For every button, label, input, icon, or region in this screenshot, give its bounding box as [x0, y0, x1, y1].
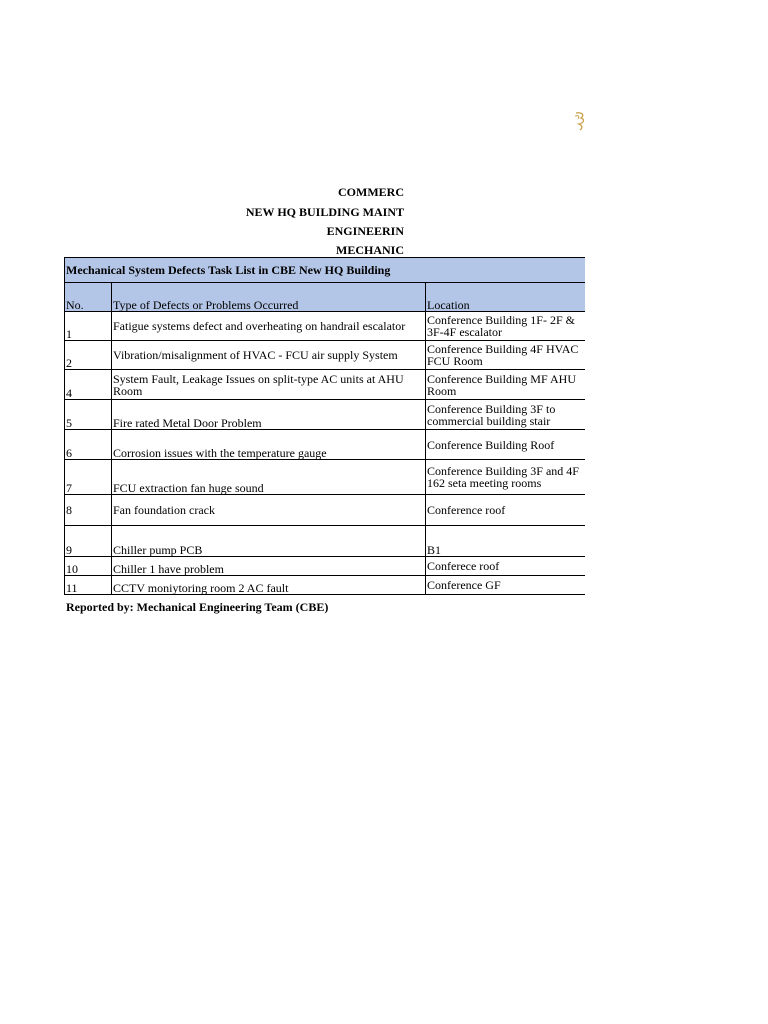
row-type: FCU extraction fan huge sound — [112, 460, 426, 495]
column-header-no: No. — [65, 283, 112, 312]
row-type: Fire rated Metal Door Problem — [112, 400, 426, 430]
header-line-4: MECHANIC — [336, 243, 404, 257]
table-row — [65, 557, 586, 576]
header-line-2: NEW HQ BUILDING MAINT — [245, 205, 404, 219]
row-location: Conference roof — [426, 495, 586, 526]
row-no: 10 — [65, 557, 112, 576]
row-no: 11 — [65, 576, 112, 595]
row-location: B1 — [426, 526, 586, 557]
row-no: 6 — [65, 430, 112, 460]
row-type: Fatigue systems defect and overheating on handrail escalator — [112, 312, 426, 341]
row-no: 7 — [65, 460, 112, 495]
header-line-1: COMMERC — [338, 185, 404, 199]
column-header-row — [65, 283, 586, 312]
table-row — [65, 495, 586, 526]
row-no: 1 — [65, 312, 112, 341]
table-title: Mechanical System Defects Task List in CBE New HQ Building — [65, 258, 586, 283]
row-location: Conference Building 3F and 4F 162 seta meeting rooms — [426, 460, 586, 495]
table-row — [65, 430, 586, 460]
row-no: 9 — [65, 526, 112, 557]
row-type: Chiller 1 have problem — [112, 557, 426, 576]
row-location: Conference Building 3F to commercial building stair — [426, 400, 586, 430]
row-type: Chiller pump PCB — [112, 526, 426, 557]
row-location: Conference Building Roof — [426, 430, 586, 460]
column-header-location: Location — [426, 283, 586, 312]
row-type: System Fault, Leakage Issues on split-type AC units at AHU Room — [112, 370, 426, 400]
row-no: 5 — [65, 400, 112, 430]
header-line-3: ENGINEERIN — [326, 224, 404, 238]
row-location: Conference Building MF AHU Room — [426, 370, 586, 400]
row-location: Conferece roof — [426, 557, 586, 576]
row-location: Conference Building 4F HVAC FCU Room — [426, 341, 586, 370]
table-row — [65, 576, 586, 595]
table-title-row — [65, 258, 586, 283]
row-type: Fan foundation crack — [112, 495, 426, 526]
row-no: 2 — [65, 341, 112, 370]
row-type: Corrosion issues with the temperature gauge — [112, 430, 426, 460]
table-row — [65, 460, 586, 495]
row-location: Conference GF — [426, 576, 586, 595]
defects-table — [64, 257, 585, 595]
row-type: Vibration/misalignment of HVAC - FCU air supply System — [112, 341, 426, 370]
company-logo-icon — [573, 111, 585, 131]
row-no: 8 — [65, 495, 112, 526]
table-row — [65, 526, 586, 557]
column-header-type: Type of Defects or Problems Occurred — [112, 283, 426, 312]
row-no: 4 — [65, 370, 112, 400]
table-row — [65, 370, 586, 400]
table-row — [65, 312, 586, 341]
table-row — [65, 400, 586, 430]
row-type: CCTV moniytoring room 2 AC fault — [112, 576, 426, 595]
reported-by-note: Reported by: Mechanical Engineering Team (CBE) — [66, 600, 329, 614]
row-location: Conference Building 1F- 2F & 3F-4F escalator — [426, 312, 586, 341]
table-row — [65, 341, 586, 370]
